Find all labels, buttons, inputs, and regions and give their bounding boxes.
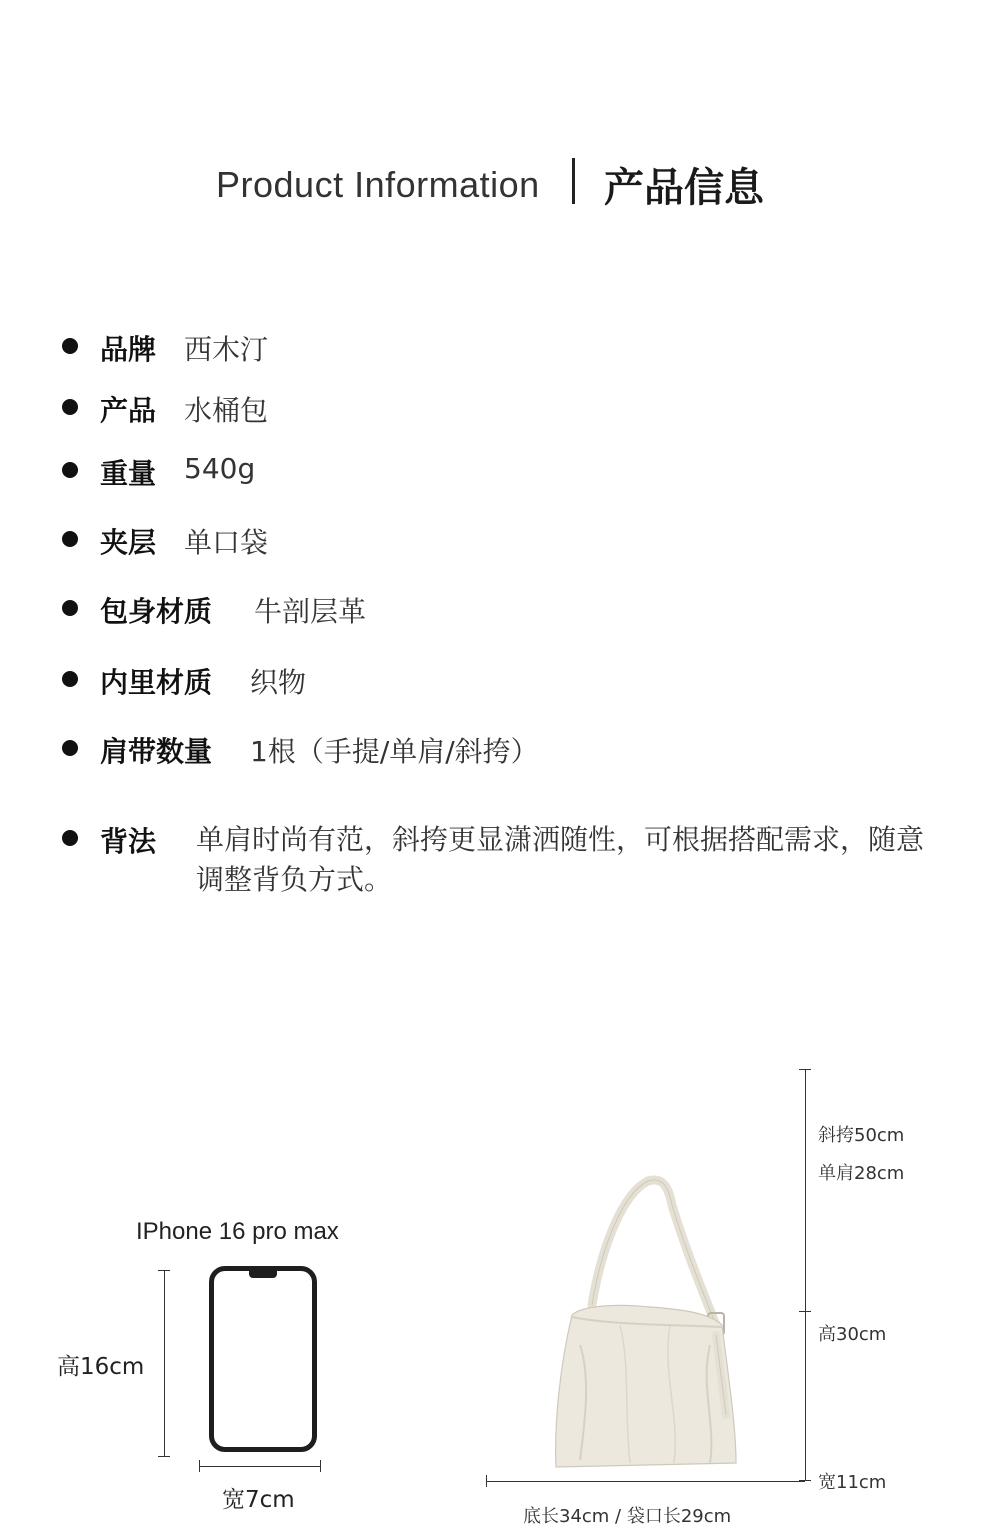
- phone-outline-icon: [209, 1266, 317, 1452]
- bullet-icon: [62, 600, 78, 616]
- bullet-icon: [62, 531, 78, 547]
- bag-height-label: 高30cm: [818, 1324, 887, 1345]
- bag-shoulder-label: 单肩28cm: [818, 1163, 905, 1184]
- spec-label: 内里材质: [100, 666, 213, 699]
- spec-label: 包身材质: [100, 595, 213, 628]
- dimension-tick: [158, 1456, 170, 1457]
- spec-value: 1根（手提/单肩/斜挎）: [250, 735, 539, 768]
- title-divider: [572, 158, 575, 204]
- phone-width-label: 宽7cm: [222, 1487, 295, 1513]
- spec-value: 单肩时尚有范，斜挎更显潇洒随性，可根据搭配需求，随意调整背负方式。: [196, 823, 925, 896]
- spec-value: 单口袋: [184, 526, 269, 559]
- bullet-icon: [62, 830, 78, 846]
- spec-label: 夹层: [100, 526, 157, 559]
- dimension-tick: [799, 1069, 811, 1070]
- phone-height-line: [164, 1270, 165, 1456]
- spec-label: 产品: [100, 394, 157, 427]
- bag-length-label: 底长34cm / 袋口长29cm: [523, 1506, 732, 1527]
- bag-illustration: [550, 1175, 750, 1475]
- phone-height-label: 高16cm: [57, 1354, 145, 1380]
- spec-label: 重量: [100, 457, 157, 490]
- spec-value: 西木汀: [184, 333, 269, 366]
- bullet-icon: [62, 399, 78, 415]
- dimension-tick: [158, 1270, 170, 1271]
- phone-notch: [249, 1269, 277, 1278]
- phone-model-label: IPhone 16 pro max: [136, 1218, 339, 1245]
- bullet-icon: [62, 338, 78, 354]
- bucket-bag-icon: [550, 1175, 750, 1475]
- dimension-tick: [320, 1460, 321, 1472]
- spec-value: 水桶包: [184, 394, 269, 427]
- title-english: Product Information: [216, 164, 540, 205]
- bag-depth-label: 宽11cm: [818, 1472, 887, 1493]
- spec-label: 品牌: [100, 333, 157, 366]
- title-chinese: 产品信息: [604, 165, 764, 211]
- spec-label: 肩带数量: [100, 735, 213, 768]
- dimension-tick: [199, 1460, 200, 1472]
- spec-value: 织物: [250, 666, 307, 699]
- section-header: [0, 150, 990, 220]
- phone-width-line: [199, 1466, 320, 1467]
- spec-label: 背法: [100, 825, 157, 858]
- bullet-icon: [62, 740, 78, 756]
- dimension-tick: [486, 1475, 487, 1487]
- bullet-icon: [62, 462, 78, 478]
- bag-height-line: [805, 1069, 806, 1480]
- bullet-icon: [62, 671, 78, 687]
- dimension-tick: [799, 1311, 811, 1312]
- spec-value: 牛剖层革: [254, 595, 367, 628]
- spec-value: 540g: [184, 452, 256, 485]
- bag-length-line: [486, 1481, 805, 1482]
- bag-crossbody-label: 斜挎50cm: [818, 1125, 905, 1146]
